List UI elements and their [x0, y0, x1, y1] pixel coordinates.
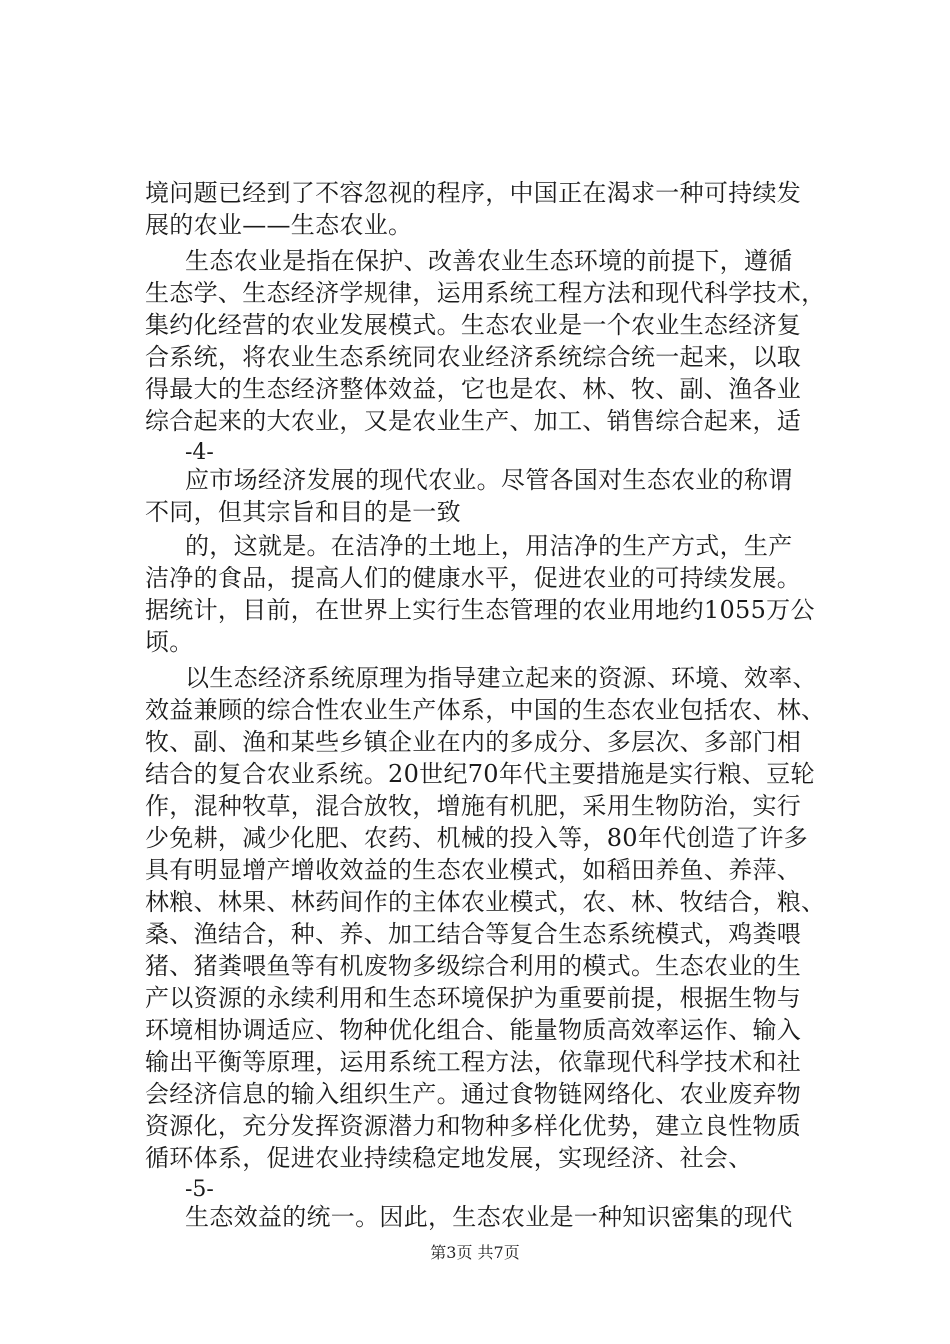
text-line: 猪、猪粪喂鱼等有机废物多级综合利用的模式。生态农业的生: [145, 952, 802, 980]
text-line: 生态学、生态经济学规律，运用系统工程方法和现代科学技术，: [145, 279, 826, 307]
text-line: 桑、渔结合，种、养、加工结合等复合生态系统模式，鸡粪喂: [145, 920, 802, 948]
text-line: 输出平衡等原理，运用系统工程方法，依靠现代科学技术和社: [145, 1048, 802, 1076]
text-line: 洁净的食品，提高人们的健康水平，促进农业的可持续发展。: [145, 564, 802, 592]
text-line: 顷。: [145, 628, 194, 656]
text-line: 结合的复合农业系统。20世纪70年代主要措施是实行粮、豆轮: [145, 760, 815, 788]
text-line: 综合起来的大农业，又是农业生产、加工、销售综合起来，适: [145, 407, 802, 435]
text-line: 应市场经济发展的现代农业。尽管各国对生态农业的称谓: [185, 466, 793, 494]
text-line: 以生态经济系统原理为指导建立起来的资源、环境、效率、: [185, 664, 817, 692]
text-line: 合系统，将农业生态系统同农业经济系统综合统一起来，以取: [145, 343, 802, 371]
text-line: 境问题已经到了不容忽视的程序，中国正在渴求一种可持续发: [145, 179, 802, 207]
text-line: 生态农业是指在保护、改善农业生态环境的前提下，遵循: [185, 247, 793, 275]
text-line: 作，混种牧草，混合放牧，增施有机肥，采用生物防治，实行: [145, 792, 802, 820]
text-line: 据统计，目前，在世界上实行生态管理的农业用地约1055万公: [145, 596, 815, 624]
text-line: 得最大的生态经济整体效益，它也是农、林、牧、副、渔各业: [145, 375, 802, 403]
text-line: 不同，但其宗旨和目的是一致: [145, 498, 461, 526]
text-line: 循环体系，促进农业持续稳定地发展，实现经济、社会、: [145, 1144, 753, 1172]
text-line: 会经济信息的输入组织生产。通过食物链网络化、农业废弃物: [145, 1080, 802, 1108]
text-line: 资源化，充分发挥资源潜力和物种多样化优势，建立良性物质: [145, 1112, 802, 1140]
text-line: 林粮、林果、林药间作的主体农业模式，农、林、牧结合，粮、: [145, 888, 826, 916]
text-line: 集约化经营的农业发展模式。生态农业是一个农业生态经济复: [145, 311, 802, 339]
text-line: 环境相协调适应、物种优化组合、能量物质高效率运作、输入: [145, 1016, 802, 1044]
page-marker: -5-: [185, 1177, 214, 1202]
text-line: 的，这就是。在洁净的土地上，用洁净的生产方式，生产: [185, 532, 793, 560]
page-footer: 第3页 共7页: [430, 1243, 520, 1262]
text-line: 少免耕，减少化肥、农药、机械的投入等，80年代创造了许多: [145, 824, 808, 852]
text-line: 牧、副、渔和某些乡镇企业在内的多成分、多层次、多部门相: [145, 728, 802, 756]
text-line: 效益兼顾的综合性农业生产体系，中国的生态农业包括农、林、: [145, 696, 826, 724]
text-line: 具有明显增产增收效益的生态农业模式，如稻田养鱼、养萍、: [145, 856, 802, 884]
text-line: 产以资源的永续利用和生态环境保护为重要前提，根据生物与: [145, 984, 802, 1012]
text-line: 展的农业——生态农业。: [145, 211, 413, 239]
page-marker: -4-: [185, 440, 214, 465]
text-line: 生态效益的统一。因此，生态农业是一种知识密集的现代: [185, 1203, 793, 1231]
